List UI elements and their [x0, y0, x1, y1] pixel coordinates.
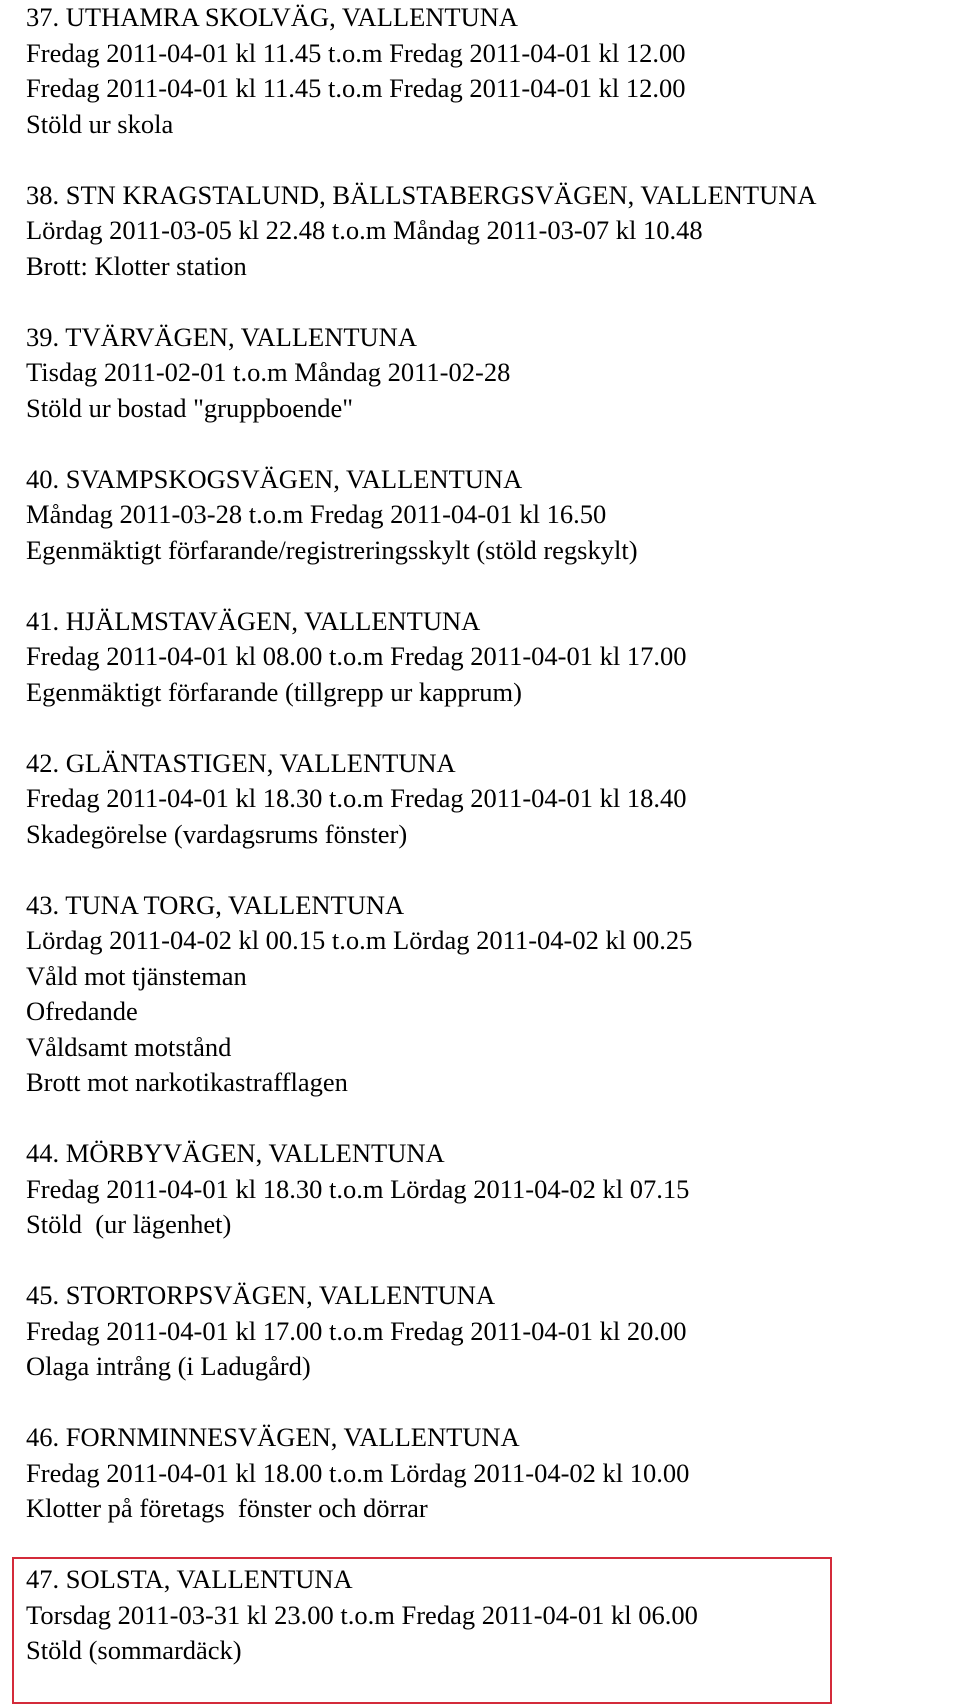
incident-heading: 38. STN KRAGSTALUND, BÄLLSTABERGSVÄGEN, VALLENTUNA — [26, 179, 817, 210]
incident-heading: 41. HJÄLMSTAVÄGEN, VALLENTUNA — [26, 605, 481, 636]
incident-type: Stöld ur skola — [26, 108, 174, 139]
incident-entry-40 — [26, 462, 946, 569]
incident-time: Måndag 2011-03-28 t.o.m Fredag 2011-04-01 kl 16.50 — [26, 499, 607, 529]
incident-entry-41 — [26, 604, 946, 711]
incident-heading: 44. MÖRBYVÄGEN, VALLENTUNA — [26, 1138, 445, 1168]
incident-type: Stöld (sommardäck) — [26, 1635, 242, 1665]
incident-heading: 40. SVAMPSKOGSVÄGEN, VALLENTUNA — [26, 463, 523, 494]
entry-spacer — [26, 1385, 946, 1421]
incident-entry-45 — [26, 1278, 946, 1385]
incident-heading: 47. SOLSTA, VALLENTUNA — [26, 1564, 353, 1594]
incident-time: Lördag 2011-04-02 kl 00.15 t.o.m Lördag 2011-04-02 kl 00.25 — [26, 925, 693, 955]
entry-spacer — [26, 142, 946, 178]
incident-entry-47-highlighted — [26, 1562, 946, 1669]
incident-list — [26, 0, 946, 1669]
incident-time: Fredag 2011-04-01 kl 18.30 t.o.m Fredag 2011-04-01 kl 18.40 — [26, 783, 687, 813]
incident-heading: 46. FORNMINNESVÄGEN, VALLENTUNA — [26, 1422, 520, 1452]
incident-entry-43 — [26, 888, 946, 1101]
incident-type: Brott: Klotter station — [26, 250, 247, 281]
incident-time: Fredag 2011-04-01 kl 11.45 t.o.m Fredag 2011-04-01 kl 12.00 — [26, 73, 686, 103]
incident-entry-46 — [26, 1420, 946, 1527]
incident-type: Stöld ur bostad "gruppboende" — [26, 392, 354, 423]
incident-time: Lördag 2011-03-05 kl 22.48 t.o.m Måndag 2011-03-07 kl 10.48 — [26, 215, 703, 245]
incident-time: Fredag 2011-04-01 kl 11.45 t.o.m Fredag 2011-04-01 kl 12.00 — [26, 37, 686, 68]
entry-spacer — [26, 852, 946, 888]
incident-heading: 39. TVÄRVÄGEN, VALLENTUNA — [26, 321, 417, 352]
incident-type: Våld mot tjänsteman — [26, 960, 247, 991]
incident-heading: 42. GLÄNTASTIGEN, VALLENTUNA — [26, 747, 456, 778]
incident-time: Fredag 2011-04-01 kl 18.00 t.o.m Lördag 2011-04-02 kl 10.00 — [26, 1457, 690, 1488]
incident-type: Skadegörelse (vardagsrums fönster) — [26, 818, 408, 849]
entry-spacer — [26, 1527, 946, 1563]
incident-heading: 45. STORTORPSVÄGEN, VALLENTUNA — [26, 1280, 496, 1310]
entry-spacer — [26, 710, 946, 746]
entry-spacer — [26, 1101, 946, 1137]
incident-time: Fredag 2011-04-01 kl 08.00 t.o.m Fredag 2011-04-01 kl 17.00 — [26, 641, 687, 671]
entry-spacer — [26, 1243, 946, 1279]
incident-entry-38 — [26, 178, 946, 285]
incident-type: Klotter på företags fönster och dörrar — [26, 1493, 428, 1523]
incident-entry-37 — [26, 0, 946, 142]
incident-time: Fredag 2011-04-01 kl 17.00 t.o.m Fredag 2011-04-01 kl 20.00 — [26, 1315, 687, 1346]
incident-entry-39 — [26, 320, 946, 427]
incident-heading: 37. UTHAMRA SKOLVÄG, VALLENTUNA — [26, 2, 518, 32]
incident-time: Fredag 2011-04-01 kl 18.30 t.o.m Lördag 2011-04-02 kl 07.15 — [26, 1173, 690, 1204]
incident-type: Olaga intrång (i Ladugård) — [26, 1351, 311, 1381]
incident-time: Torsdag 2011-03-31 kl 23.00 t.o.m Fredag 2011-04-01 kl 06.00 — [26, 1599, 698, 1630]
incident-type: Våldsamt motstånd — [26, 1031, 232, 1062]
incident-entry-44 — [26, 1136, 946, 1243]
entry-spacer — [26, 568, 946, 604]
incident-type: Stöld (ur lägenhet) — [26, 1209, 232, 1239]
incident-type: Egenmäktigt förfarande/registreringsskylt (stöld regskylt) — [26, 534, 638, 565]
incident-type: Egenmäktigt förfarande (tillgrepp ur kapprum) — [26, 676, 522, 707]
incident-type: Brott mot narkotikastrafflagen — [26, 1067, 348, 1097]
entry-spacer — [26, 426, 946, 462]
incident-heading: 43. TUNA TORG, VALLENTUNA — [26, 889, 405, 920]
incident-time: Tisdag 2011-02-01 t.o.m Måndag 2011-02-28 — [26, 357, 511, 387]
incident-type: Ofredande — [26, 996, 138, 1026]
entry-spacer — [26, 284, 946, 320]
incident-entry-42 — [26, 746, 946, 853]
